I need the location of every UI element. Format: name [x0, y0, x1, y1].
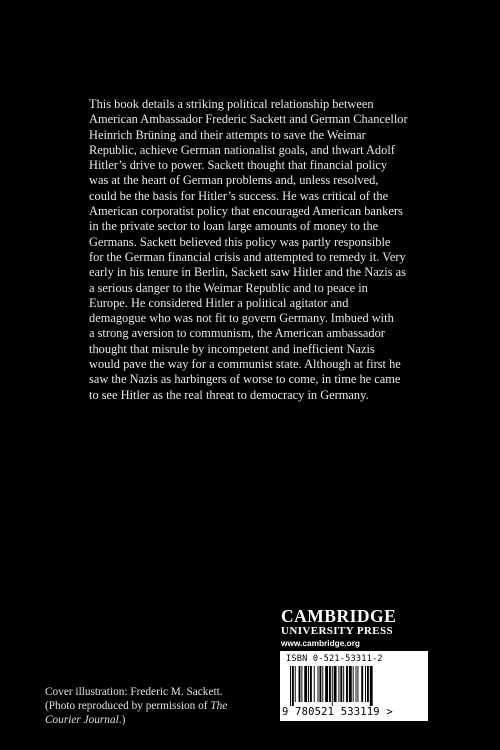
barcode-bar	[299, 666, 301, 702]
barcode-bar	[367, 666, 369, 702]
blurb-line: thought that misrule by incompetent and inefficient Nazis	[89, 341, 375, 356]
blurb-line: demagogue who was not fit to govern Germany. Imbued with	[89, 311, 394, 326]
barcode-bar	[334, 666, 337, 702]
barcode-bar	[325, 666, 328, 702]
barcode-bar	[356, 666, 357, 702]
barcode-bar	[353, 666, 354, 702]
cover-illustration-credit	[45, 685, 265, 727]
barcode-bar	[361, 666, 363, 702]
blurb-line: a serious danger to the Weimar Republic and to peace in	[89, 280, 368, 295]
blurb-line: Europe. He considered Hitler a political agitator and	[89, 295, 349, 310]
publisher-logo	[281, 607, 426, 649]
barcode-bar	[349, 666, 352, 702]
blurb-line: Heinrich Brüning and their attempts to save the Weimar	[89, 127, 366, 142]
barcode-bar	[340, 666, 342, 702]
blurb-line: could be the basis for Hitler’s success. He was critical of the	[89, 188, 389, 203]
barcode-bar	[301, 666, 302, 702]
blurb-line: early in his tenure in Berlin, Sackett saw Hitler and the Nazis as	[89, 265, 406, 280]
barcode-bar	[338, 666, 339, 702]
barcode-bar	[310, 666, 312, 702]
ean-digits: 9 780521 533119 >	[282, 706, 393, 718]
credit-line-2: (Photo reproduced by permission of The	[45, 700, 228, 712]
barcode-bar	[319, 666, 321, 702]
barcode-bar	[308, 666, 309, 702]
barcode-bar	[290, 666, 291, 706]
blurb-line: Hitler’s drive to power. Sackett thought that financial policy	[89, 158, 388, 173]
barcode-bar	[357, 666, 358, 702]
blurb-line: American Ambassador Frederic Sackett and German Chancellor	[89, 112, 408, 127]
barcode-label	[280, 651, 428, 721]
blurb-line: would pave the way for a communist state. Although at first he	[89, 357, 401, 372]
barcode-bar	[346, 666, 348, 702]
blurb-line: in the private sector to loan large amounts of money to the	[89, 219, 379, 234]
publisher-subtitle: UNIVERSITY PRESS	[281, 625, 394, 637]
publisher-url: www.cambridge.org	[281, 638, 360, 648]
barcode-bar	[318, 666, 319, 702]
credit-line-3: Courier Journal.)	[45, 714, 126, 726]
publisher-name: CAMBRIDGE	[281, 606, 397, 626]
blurb-line: Germans. Sackett believed this policy was partly responsible	[89, 234, 391, 249]
barcode-bar	[370, 666, 373, 706]
blurb-line: Republic, achieve German nationalist goals, and thwart Adolf	[89, 142, 395, 157]
blurb-line: This book details a striking political relationship between	[89, 97, 374, 111]
barcode-bar	[292, 666, 294, 706]
barcode-bar	[314, 666, 315, 702]
barcode-bar	[332, 666, 333, 706]
barcode-bar	[329, 666, 331, 702]
blurb-line: a strong aversion to communism, the American ambassador	[89, 326, 385, 341]
barcode-bar	[304, 666, 307, 702]
credit-line-1: Cover illustration: Frederic M. Sackett.	[45, 686, 223, 698]
barcode-bar	[295, 666, 296, 702]
blurb-line: to see Hitler as the real threat to democracy in Germany.	[89, 387, 369, 402]
isbn-number: ISBN 0-521-53311-2	[286, 654, 383, 664]
back-cover-blurb	[89, 97, 416, 403]
blurb-line: saw the Nazis as harbingers of worse to come, in time he came	[89, 372, 401, 387]
barcode-bar	[343, 666, 344, 702]
blurb-line: for the German financial crisis and attempted to remedy it. Very	[89, 249, 406, 264]
barcode-bar	[322, 666, 323, 702]
blurb-line: was at the heart of German problems and, unless resolved,	[89, 173, 379, 188]
blurb-line: American corporatist policy that encouraged American bankers	[89, 204, 403, 219]
barcode-bars-icon	[290, 666, 418, 706]
barcode-bar	[365, 666, 366, 702]
